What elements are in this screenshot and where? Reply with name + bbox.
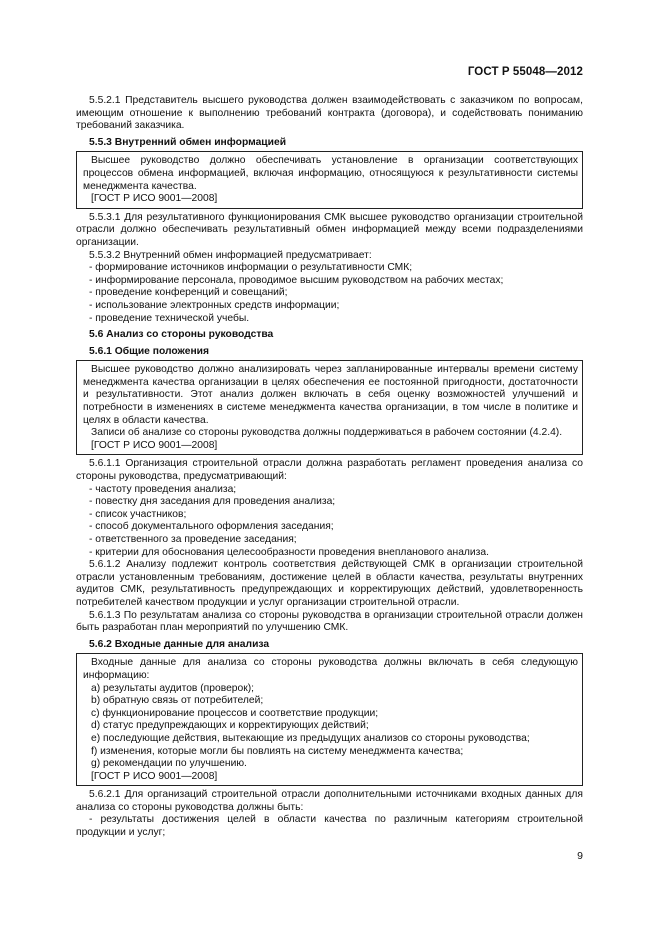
paragraph: 5.6.1.2 Анализу подлежит контроль соответствия действующей СМК в организации строительной отрасли установленным требованиям, достижение целей в области качества, результаты внутренних аудитов СМК, результативность предупреждающих и корректирующих действий, удовлетворенность потребителей качеством продукции и услуг организации строительной отрасли.	[76, 559, 583, 608]
standard-reference: [ГОСТ Р ИСО 9001—2008]	[91, 193, 218, 205]
list-item: - список участников;	[89, 508, 187, 520]
list-item: b) обратную связь от потребителей;	[91, 695, 264, 707]
paragraph: 5.6.1.1 Организация строительной отрасли должна разработать регламент проведения анализа со стороны руководства, предусматривающий:	[76, 458, 583, 483]
list-item: c) функционирование процессов и соответствие продукции;	[91, 707, 379, 719]
list-item: a) результаты аудитов (проверок);	[91, 682, 255, 694]
paragraph: 5.6.1.3 По результатам анализа со стороны руководства в организации строительной отрасли должен быть разработан план мероприятий по улучшению СМК.	[76, 609, 583, 634]
document-code-header: ГОСТ Р 55048—2012	[467, 66, 583, 78]
list-item: - проведение конференций и совещаний;	[89, 287, 288, 299]
section-heading: 5.6 Анализ со стороны руководства	[89, 329, 274, 341]
paragraph: 5.5.3.1 Для результативного функционирования СМК высшее руководство организации строительной отрасли должно обеспечивать результативный обмен информацией между всеми подразделениями организации.	[76, 211, 583, 248]
paragraph: 5.5.2.1 Представитель высшего руководства должен взаимодействовать с заказчиком по вопросам, имеющим отношение к выполнению требований контракта (договора), и содействовать пониманию требований заказчика.	[76, 95, 583, 132]
section-heading: 5.5.3 Внутренний обмен информацией	[89, 136, 287, 148]
paragraph: Высшее руководство должно обеспечивать установление в организации соответствующих процессов обмена информацией, включая информацию, относящуюся к результативности системы менеджмента качества.	[83, 155, 578, 192]
list-item: d) статус предупреждающих и корректирующих действий;	[91, 720, 369, 732]
list-item: g) рекомендации по улучшению.	[91, 758, 247, 770]
paragraph: Высшее руководство должно анализировать через запланированные интервалы времени систему менеджмента качества организации в целях обеспечения ее постоянной пригодности, достаточности и результативности. Этот анализ должен включать в себя оценку возможностей улучшений и потребности в изменениях в системе менеджмента качества организации, в том числе в политике и целях в области качества.	[83, 364, 578, 426]
section-heading: 5.6.2 Входные данные для анализа	[89, 638, 270, 650]
list-item: - повестку дня заседания для проведения анализа;	[89, 496, 336, 508]
section-heading: 5.6.1 Общие положения	[89, 345, 209, 357]
list-item: - способ документального оформления заседания;	[89, 521, 334, 533]
paragraph: 5.6.2.1 Для организаций строительной отрасли дополнительными источниками входных данных для анализа со стороны руководства должны быть:	[76, 789, 583, 813]
standard-reference: [ГОСТ Р ИСО 9001—2008]	[91, 770, 218, 782]
document-body	[76, 95, 583, 840]
list-item: - формирование источников информации о результативности СМК;	[89, 262, 413, 274]
paragraph: 5.5.3.2 Внутренний обмен информацией предусматривает:	[89, 249, 372, 261]
list-item: f) изменения, которые могли бы повлиять на систему менеджмента качества;	[91, 745, 464, 757]
quoted-standard-box	[76, 360, 583, 455]
list-item: - частоту проведения анализа;	[89, 483, 237, 495]
list-item: - критерии для обоснования целесообразности проведения внепланового анализа.	[89, 546, 489, 558]
quoted-standard-box	[76, 151, 583, 208]
paragraph: Входные данные для анализа со стороны руководства должны включать в себя следующую информацию:	[83, 657, 578, 681]
quoted-standard-box	[76, 653, 583, 786]
list-item: - ответственного за проведение заседания;	[89, 534, 297, 545]
list-item: - информирование персонала, проводимое высшим руководством на рабочих местах;	[89, 274, 504, 286]
standard-reference: [ГОСТ Р ИСО 9001—2008]	[91, 439, 218, 451]
list-item: - использование электронных средств информации;	[89, 299, 340, 311]
paragraph: - результаты достижения целей в области качества по различным категориям строительной продукции и услуг;	[76, 814, 583, 839]
paragraph: Записи об анализе со стороны руководства должны поддерживаться в рабочем состоянии (4.2.4).	[91, 427, 563, 439]
list-item: - проведение технической учебы.	[89, 312, 250, 324]
list-item: e) последующие действия, вытекающие из предыдущих анализов со стороны руководства;	[91, 732, 530, 744]
page-number: 9	[577, 850, 583, 862]
